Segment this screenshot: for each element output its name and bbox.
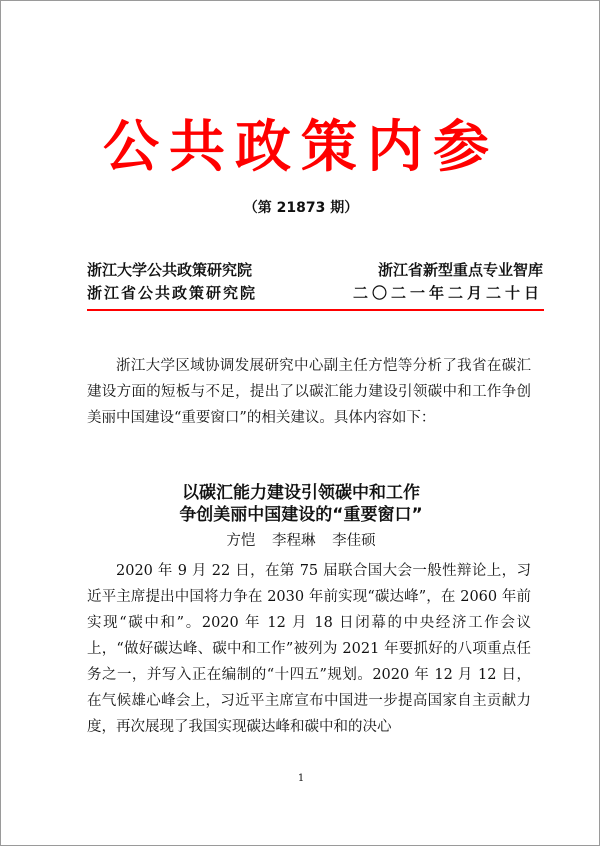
institute-name: 浙江省公共政策研究院 <box>87 284 258 302</box>
page-number: 1 <box>297 773 305 784</box>
red-divider <box>87 309 544 311</box>
article-title-line-1: 以碳汇能力建设引领碳中和工作 <box>182 483 420 503</box>
body-paragraph: 2020 年 9 月 22 日，在第 75 届联合国大会一般性辩论上，习近平主席提出中国将力争在 2030 年前实现“碳达峰”，在 2060 年前实现“碳中和”。2020 年 12 月 18 日闭幕的中央经济工作会议上，“做好碳达峰、碳中和工作”被列为 2021 年要抓好的八项重点任务之一，并写入正在编制的“十四五”规划。2020 年 12 月 12 日，在气候雄心峰会上，习近平主席宣布中国进一步提高国家自主贡献力度，再次展现了我国实现碳达峰和碳中和的决心 <box>87 563 531 735</box>
think-tank-name: 浙江省新型重点专业智库 <box>377 261 543 279</box>
article-authors: 方恺 李程琳 李佳硕 <box>226 533 376 549</box>
publisher-name: 浙江大学公共政策研究院 <box>87 261 253 279</box>
org-row-1 <box>87 259 543 280</box>
article-title-line-2: 争创美丽中国建设的“重要窗口” <box>179 505 423 525</box>
publish-date: 二〇二一年二月二十日 <box>352 284 543 302</box>
intro-paragraph: 浙江大学区域协调发展研究中心副主任方恺等分析了我省在碳汇建设方面的短板与不足，提出了以碳汇能力建设引领碳中和工作争创美丽中国建设“重要窗口”的相关建议。具体内容如下： <box>87 358 531 426</box>
issue-number: （第 21873 期） <box>243 200 359 216</box>
org-row-2 <box>87 282 543 303</box>
masthead-title: 公共政策内参 <box>103 115 499 180</box>
